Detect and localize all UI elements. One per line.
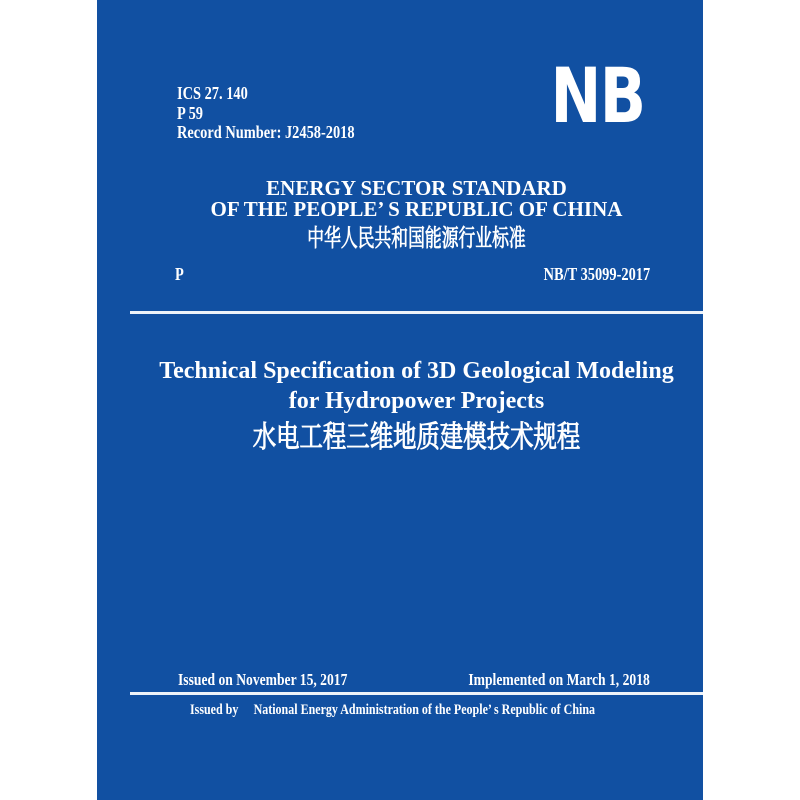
title-en-line1: Technical Specification of 3D Geological Modeling xyxy=(159,358,674,384)
record-number: Record Number: J2458-2018 xyxy=(177,122,355,142)
code-row xyxy=(130,264,703,284)
title-cn: 水电工程三维地质建模技术规程 xyxy=(252,421,581,454)
standard-heading xyxy=(130,178,703,251)
standard-name-en-line1: ENERGY SECTOR STANDARD xyxy=(266,176,567,200)
classification-code: P 59 xyxy=(177,102,204,123)
issued-on-date: Issued on November 15, 2017 xyxy=(178,670,348,689)
standard-name-cn: 中华人民共和国能源行业标准 xyxy=(307,225,526,252)
ics-code: ICS 27. 140 xyxy=(177,83,248,103)
issued-by-label: Issued by xyxy=(190,702,239,718)
divider-bottom xyxy=(130,692,703,695)
footer-issuer xyxy=(130,700,706,720)
doc-class-letter: P xyxy=(175,264,184,284)
standard-name-en-line2: OF THE PEOPLE’ S REPUBLIC OF CHINA xyxy=(210,197,623,221)
cover-page xyxy=(97,0,703,800)
implemented-on-date: Implemented on March 1, 2018 xyxy=(468,670,650,689)
title-en-line2: for Hydropower Projects xyxy=(288,388,545,414)
standard-code: NB/T 35099-2017 xyxy=(543,264,650,284)
cover-content xyxy=(130,0,703,800)
nb-logo: NB xyxy=(550,51,645,140)
divider-top xyxy=(130,311,703,314)
footer-dates xyxy=(130,670,703,690)
title-block xyxy=(130,356,703,455)
issuing-authority: National Energy Administration of the People’ s Republic of China xyxy=(253,702,596,718)
header-codes xyxy=(177,84,399,143)
